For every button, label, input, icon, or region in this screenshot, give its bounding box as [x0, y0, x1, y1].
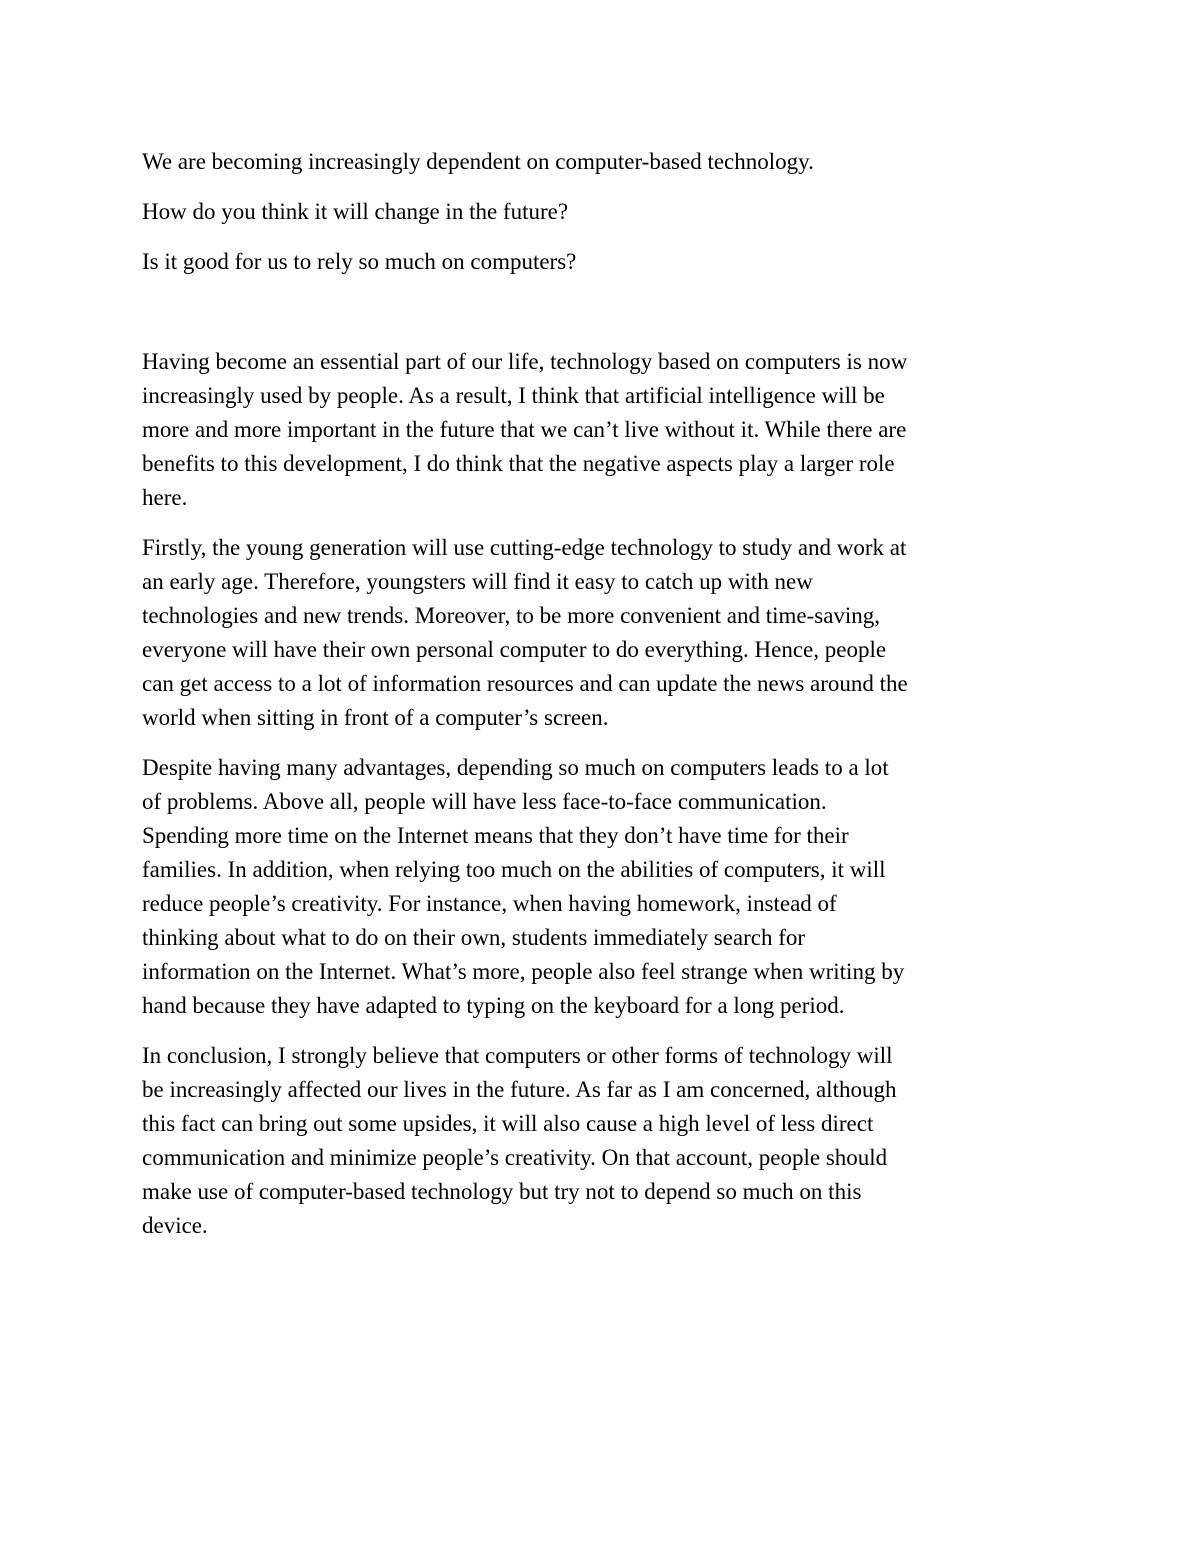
body-paragraph-1 [142, 531, 1072, 735]
paragraph-line: technologies and new trends. Moreover, to be more convenient and time-saving, [142, 603, 881, 628]
paragraph-line: everyone will have their own personal computer to do everything. Hence, people [142, 637, 887, 662]
prompt-question-1: How do you think it will change in the future? [142, 199, 569, 224]
conclusion-paragraph [142, 1039, 1072, 1243]
paragraph-line: benefits to this development, I do think that the negative aspects play a larger role [142, 451, 895, 476]
paragraph-line: hand because they have adapted to typing on the keyboard for a long period. [142, 993, 845, 1018]
intro-paragraph [142, 345, 1072, 515]
paragraph-line: In conclusion, I strongly believe that computers or other forms of technology will [142, 1043, 893, 1068]
paragraph-line: reduce people’s creativity. For instance, when having homework, instead of [142, 891, 837, 916]
paragraph-line: thinking about what to do on their own, students immediately search for [142, 925, 806, 950]
prompt-question-2: Is it good for us to rely so much on computers? [142, 249, 577, 274]
paragraph-line: of problems. Above all, people will have less face-to-face communication. [142, 789, 827, 814]
document-body [142, 145, 1072, 1259]
paragraph-line: this fact can bring out some upsides, it will also cause a high level of less direct [142, 1111, 874, 1136]
paragraph-line: communication and minimize people’s creativity. On that account, people should [142, 1145, 888, 1170]
paragraph-line: here. [142, 485, 188, 510]
body-paragraph-2 [142, 751, 1072, 1023]
paragraph-line: an early age. Therefore, youngsters will find it easy to catch up with new [142, 569, 813, 594]
paragraph-line: Firstly, the young generation will use cutting-edge technology to study and work at [142, 535, 907, 560]
paragraph-line: be increasingly affected our lives in the future. As far as I am concerned, although [142, 1077, 897, 1102]
paragraph-line: Having become an essential part of our life, technology based on computers is now [142, 349, 908, 374]
paragraph-line: world when sitting in front of a computer’s screen. [142, 705, 609, 730]
paragraph-line: information on the Internet. What’s more, people also feel strange when writing by [142, 959, 905, 984]
paragraph-line: families. In addition, when relying too much on the abilities of computers, it will [142, 857, 886, 882]
paragraph-line: make use of computer-based technology but try not to depend so much on this [142, 1179, 862, 1204]
paragraph-line: more and more important in the future that we can’t live without it. While there are [142, 417, 907, 442]
paragraph-line: can get access to a lot of information resources and can update the news around the [142, 671, 908, 696]
paragraph-line: Despite having many advantages, depending so much on computers leads to a lot [142, 755, 889, 780]
paragraph-line: increasingly used by people. As a result, I think that artificial intelligence will be [142, 383, 885, 408]
paragraph-line: Spending more time on the Internet means that they don’t have time for their [142, 823, 849, 848]
prompt-statement: We are becoming increasingly dependent on computer-based technology. [142, 149, 814, 174]
paragraph-line: device. [142, 1213, 208, 1238]
